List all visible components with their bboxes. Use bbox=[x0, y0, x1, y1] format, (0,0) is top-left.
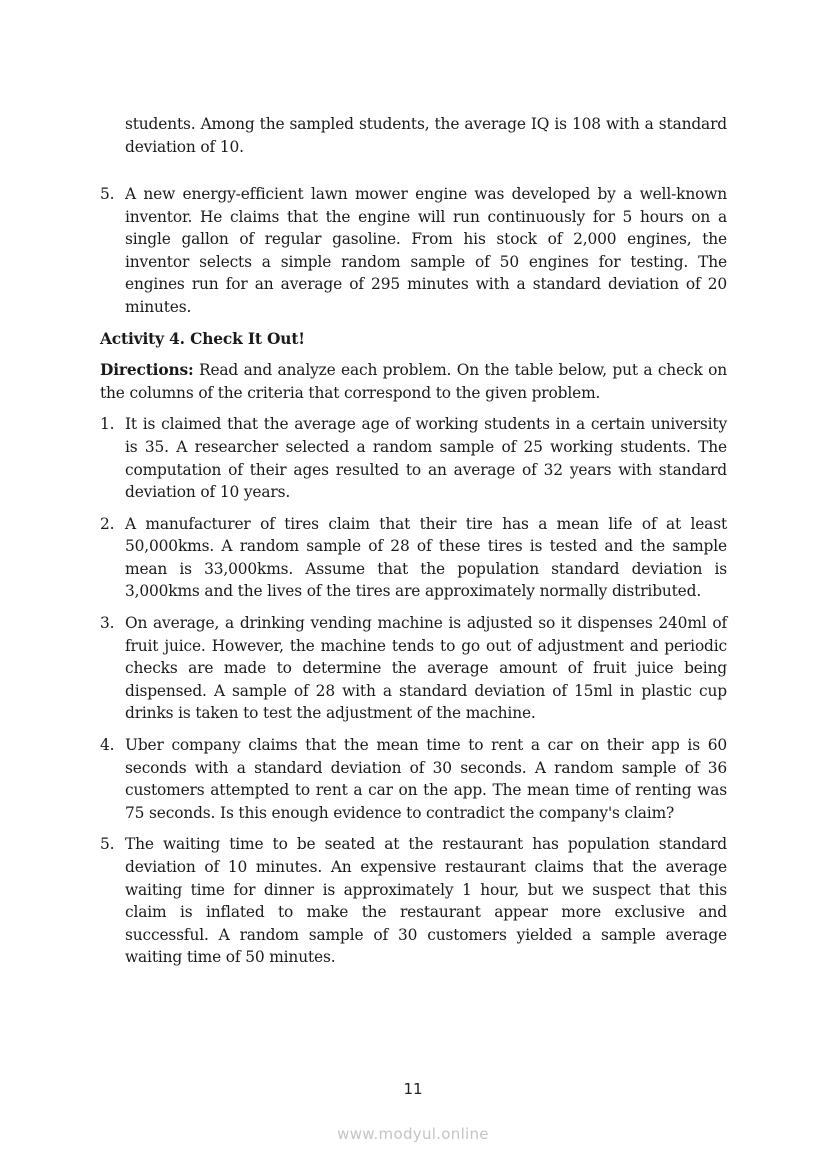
page-number: 11 bbox=[403, 1080, 423, 1098]
item-text: Uber company claims that the mean time to rent a car on their app is 60 seconds with a standard deviation of 30 seconds. A random sample of 36 customers attempted to rent a car on the app. The mean time of renting was 75 seconds. Is this enough evidence to contradict the company's claim? bbox=[125, 736, 727, 822]
problem-item-2 bbox=[100, 513, 727, 603]
previous-item-5 bbox=[100, 183, 727, 319]
item-text: A new energy-efficient lawn mower engine was developed by a well-known inventor. He claims that the engine will run continuously for 5 hours on a single gallon of regular gasoline. From his stock of 2,000 engines, the inventor selects a simple random sample of 50 engines for testing. The engines run for an average of 295 minutes with a standard deviation of 20 minutes. bbox=[125, 184, 727, 316]
item-number: 5. bbox=[100, 835, 115, 854]
item-number: 2. bbox=[100, 514, 115, 533]
problem-item-1 bbox=[100, 413, 727, 503]
item-text: The waiting time to be seated at the restaurant has population standard deviation of 10 minutes. An expensive restaurant claims that the average waiting time for dinner is approximately 1 hour, but we suspect that this claim is inflated to make the restaurant appear more exclusive and successful. A random sample of 30 customers yielded a sample average waiting time of 50 minutes. bbox=[125, 835, 727, 967]
directions-text: Read and analyze each problem. On the table below, put a check on the columns of the criteria that correspond to the given problem. bbox=[100, 361, 727, 402]
problem-item-4 bbox=[100, 734, 727, 824]
item-number: 3. bbox=[100, 614, 115, 633]
previous-item-continuation: students. Among the sampled students, the average IQ is 108 with a standard deviation of 10. bbox=[125, 115, 727, 156]
item-number: 5. bbox=[100, 184, 115, 203]
item-text: On average, a drinking vending machine is adjusted so it dispenses 240ml of fruit juice. However, the machine tends to go out of adjustment and periodic checks are made to determine the average amount of fruit juice being dispensed. A sample of 28 with a standard deviation of 15ml in plastic cup drinks is taken to test the adjustment of the machine. bbox=[125, 614, 727, 723]
activity-title: Activity 4. Check It Out! bbox=[100, 329, 305, 348]
directions bbox=[100, 359, 727, 404]
watermark: www.modyul.online bbox=[337, 1125, 489, 1143]
item-text: A manufacturer of tires claim that their tire has a mean life of at least 50,000kms. A random sample of 28 of these tires is tested and the sample mean is 33,000kms. Assume that the population standard deviation is 3,000kms and the lives of the tires are approximately normally distributed. bbox=[125, 514, 727, 601]
item-number: 1. bbox=[100, 415, 115, 434]
item-text: It is claimed that the average age of working students in a certain university is 35. A researcher selected a random sample of 25 working students. The computation of their ages resulted to an average of 32 years with standard deviation of 10 years. bbox=[125, 415, 727, 502]
document-page bbox=[100, 98, 727, 969]
item-number: 4. bbox=[100, 736, 115, 755]
problem-item-3 bbox=[100, 612, 727, 725]
directions-label: Directions: bbox=[100, 361, 194, 380]
problem-item-5 bbox=[100, 833, 727, 969]
